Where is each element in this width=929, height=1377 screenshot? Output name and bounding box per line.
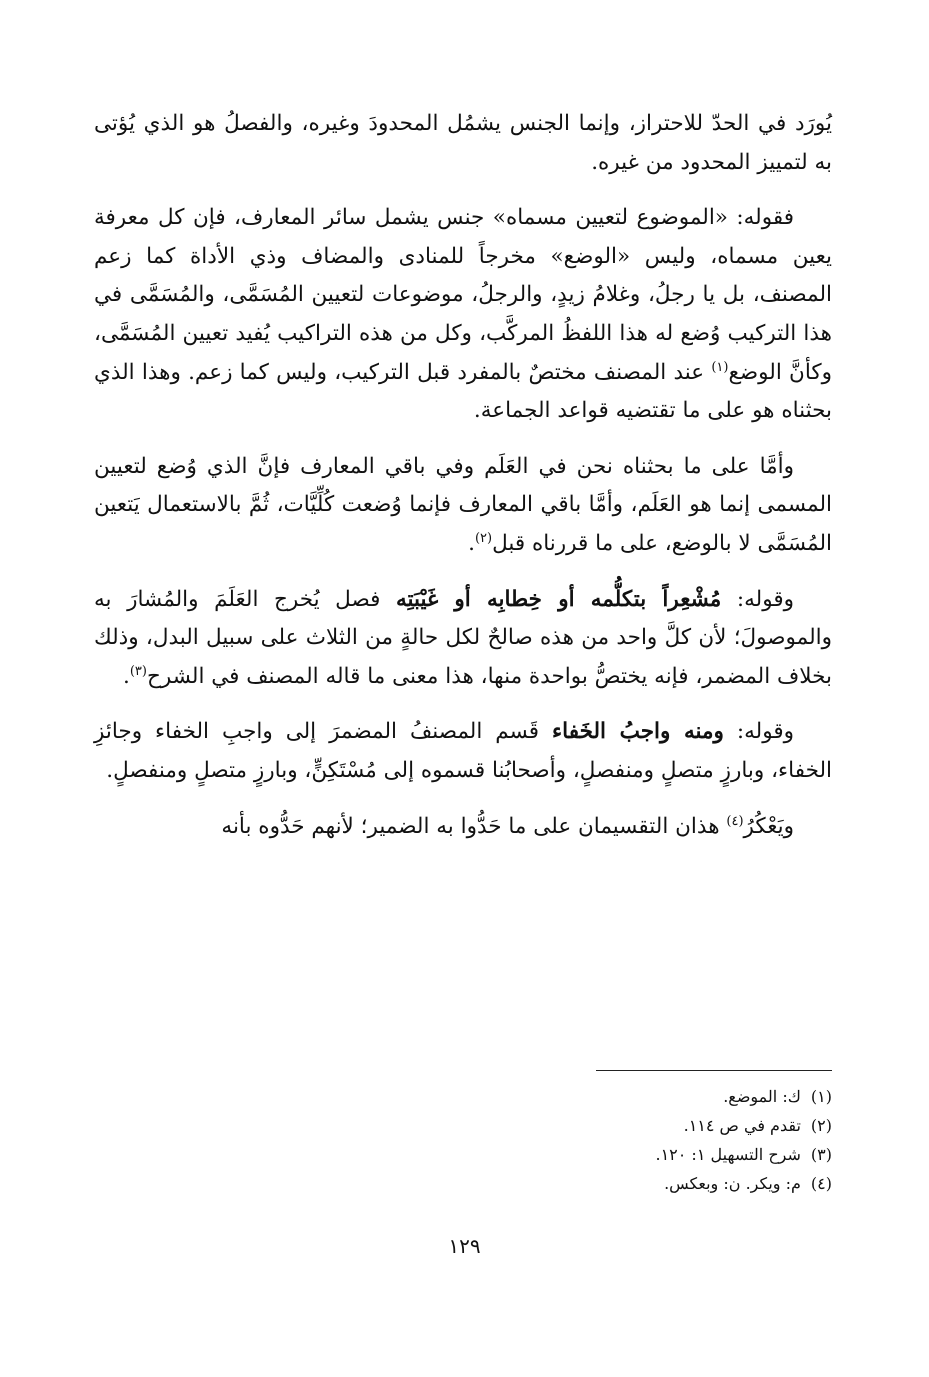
footnote-reference: (٢) <box>474 530 493 546</box>
footnote <box>432 1140 832 1169</box>
text-segment: يُورَد في الحدّ للاحتراز، وإنما الجنس يشمُل المحدودَ وغيره، والفصلُ هو الذي يُؤتى به لتمييز المحدود من غيره. <box>94 111 832 175</box>
text-segment: فصل يُخرج العَلَمَ والمُشارَ به والموصولَ؛ لأن كلَّ واحد من هذه صالحٌ لكل حالةٍ من الثلاث على سبيل البدل، وذلك بخلاف المضمر، فإنه يختصُّ بواحدة منها، هذا معنى ما قاله المصنف في الشرح <box>94 586 832 689</box>
footnote <box>432 1111 832 1140</box>
text-segment: . <box>123 663 130 689</box>
text-segment: ويَعْكُرُ <box>743 813 794 839</box>
quoted-phrase: مُشْعِراً بتكلُّمه أو خِطابِه أو غَيْبَتِه <box>395 586 722 612</box>
text-segment: . <box>468 530 475 556</box>
text-segment: وقوله: <box>721 586 794 612</box>
text-segment: وأمَّا على ما بحثناه نحن في العَلَم وفي باقي المعارف فإنَّ الذي وُضع لتعيين المسمى إنما هو العَلَم، وأمَّا باقي المعارف فإنما وُضعت كُلِّيَّات، ثُمَّ بالاستعمال يَتعين المُسَمَّى لا بالوضع، على ما قررناه قبل <box>94 453 832 556</box>
footnotes <box>432 1082 832 1198</box>
footnote-number: (٢) <box>810 1116 832 1135</box>
main-text <box>94 105 832 846</box>
footnote <box>432 1169 832 1198</box>
footnote-reference: (١) <box>711 359 729 375</box>
paragraph <box>94 448 832 564</box>
footnote-number: (٣) <box>810 1145 832 1164</box>
footnote-separator <box>596 1070 832 1071</box>
footnote-text: شرح التسهيل ١: ١٢٠. <box>655 1145 801 1164</box>
footnote-number: (٤) <box>810 1174 832 1193</box>
text-segment: عند المصنف مختصٌ بالمفرد قبل التركيب، وليس كما زعم. وهذا الذي بحثناه هو على ما تقتضيه قواعد الجماعة. <box>94 359 832 424</box>
footnote-reference: (٤) <box>726 813 744 829</box>
paragraph <box>94 581 832 697</box>
paragraph <box>94 713 832 790</box>
footnote-number: (١) <box>810 1087 832 1106</box>
footnote <box>432 1082 832 1111</box>
text-segment: فقوله: «الموضوع لتعيين مسماه» جنس يشمل سائر المعارف، فإن كل معرفة يعين مسماه، وليس «الوضع» مخرجاً للمنادى والمضاف وذي الأداة كما زعم المصنف، بل يا رجلُ، وغلامُ زيدٍ، والرجلُ، موضوعات لتعيين المُسَمَّى، والمُسَمَّى في هذا التركيب وُضع له هذا اللفظُ المركَّب، وكل من هذه التراكيب يُفيد تعيين المُسَمَّى، وكأنَّ الوضع <box>94 205 832 385</box>
paragraph <box>94 199 832 431</box>
footnote-text: تقدم في ص ١١٤. <box>683 1116 801 1135</box>
footnote-text: م: ويكر. ن: وبعكس. <box>664 1174 801 1193</box>
quoted-phrase: ومنه واجبُ الخَفاء <box>552 719 724 745</box>
text-segment: هذان التقسيمان على ما حَدُّوا به الضمير؛ لأنهم حَدُّوه بأنه <box>221 813 727 839</box>
page-number: ١٢٩ <box>448 1234 481 1258</box>
footnote-reference: (٣) <box>129 663 147 679</box>
paragraph <box>94 105 832 182</box>
paragraph <box>94 808 832 847</box>
text-segment: قَسم المصنفُ المضمرَ إلى واجبِ الخفاء وجائزِ الخفاء، وبارزٍ متصلٍ ومنفصلٍ، وأصحابُنا قسموه إلى مُسْتَكِنٍّ، وبارزٍ متصلٍ ومنفصلٍ. <box>94 719 832 783</box>
footnote-text: ك: الموضع. <box>723 1087 801 1106</box>
text-segment: وقوله: <box>723 719 794 745</box>
